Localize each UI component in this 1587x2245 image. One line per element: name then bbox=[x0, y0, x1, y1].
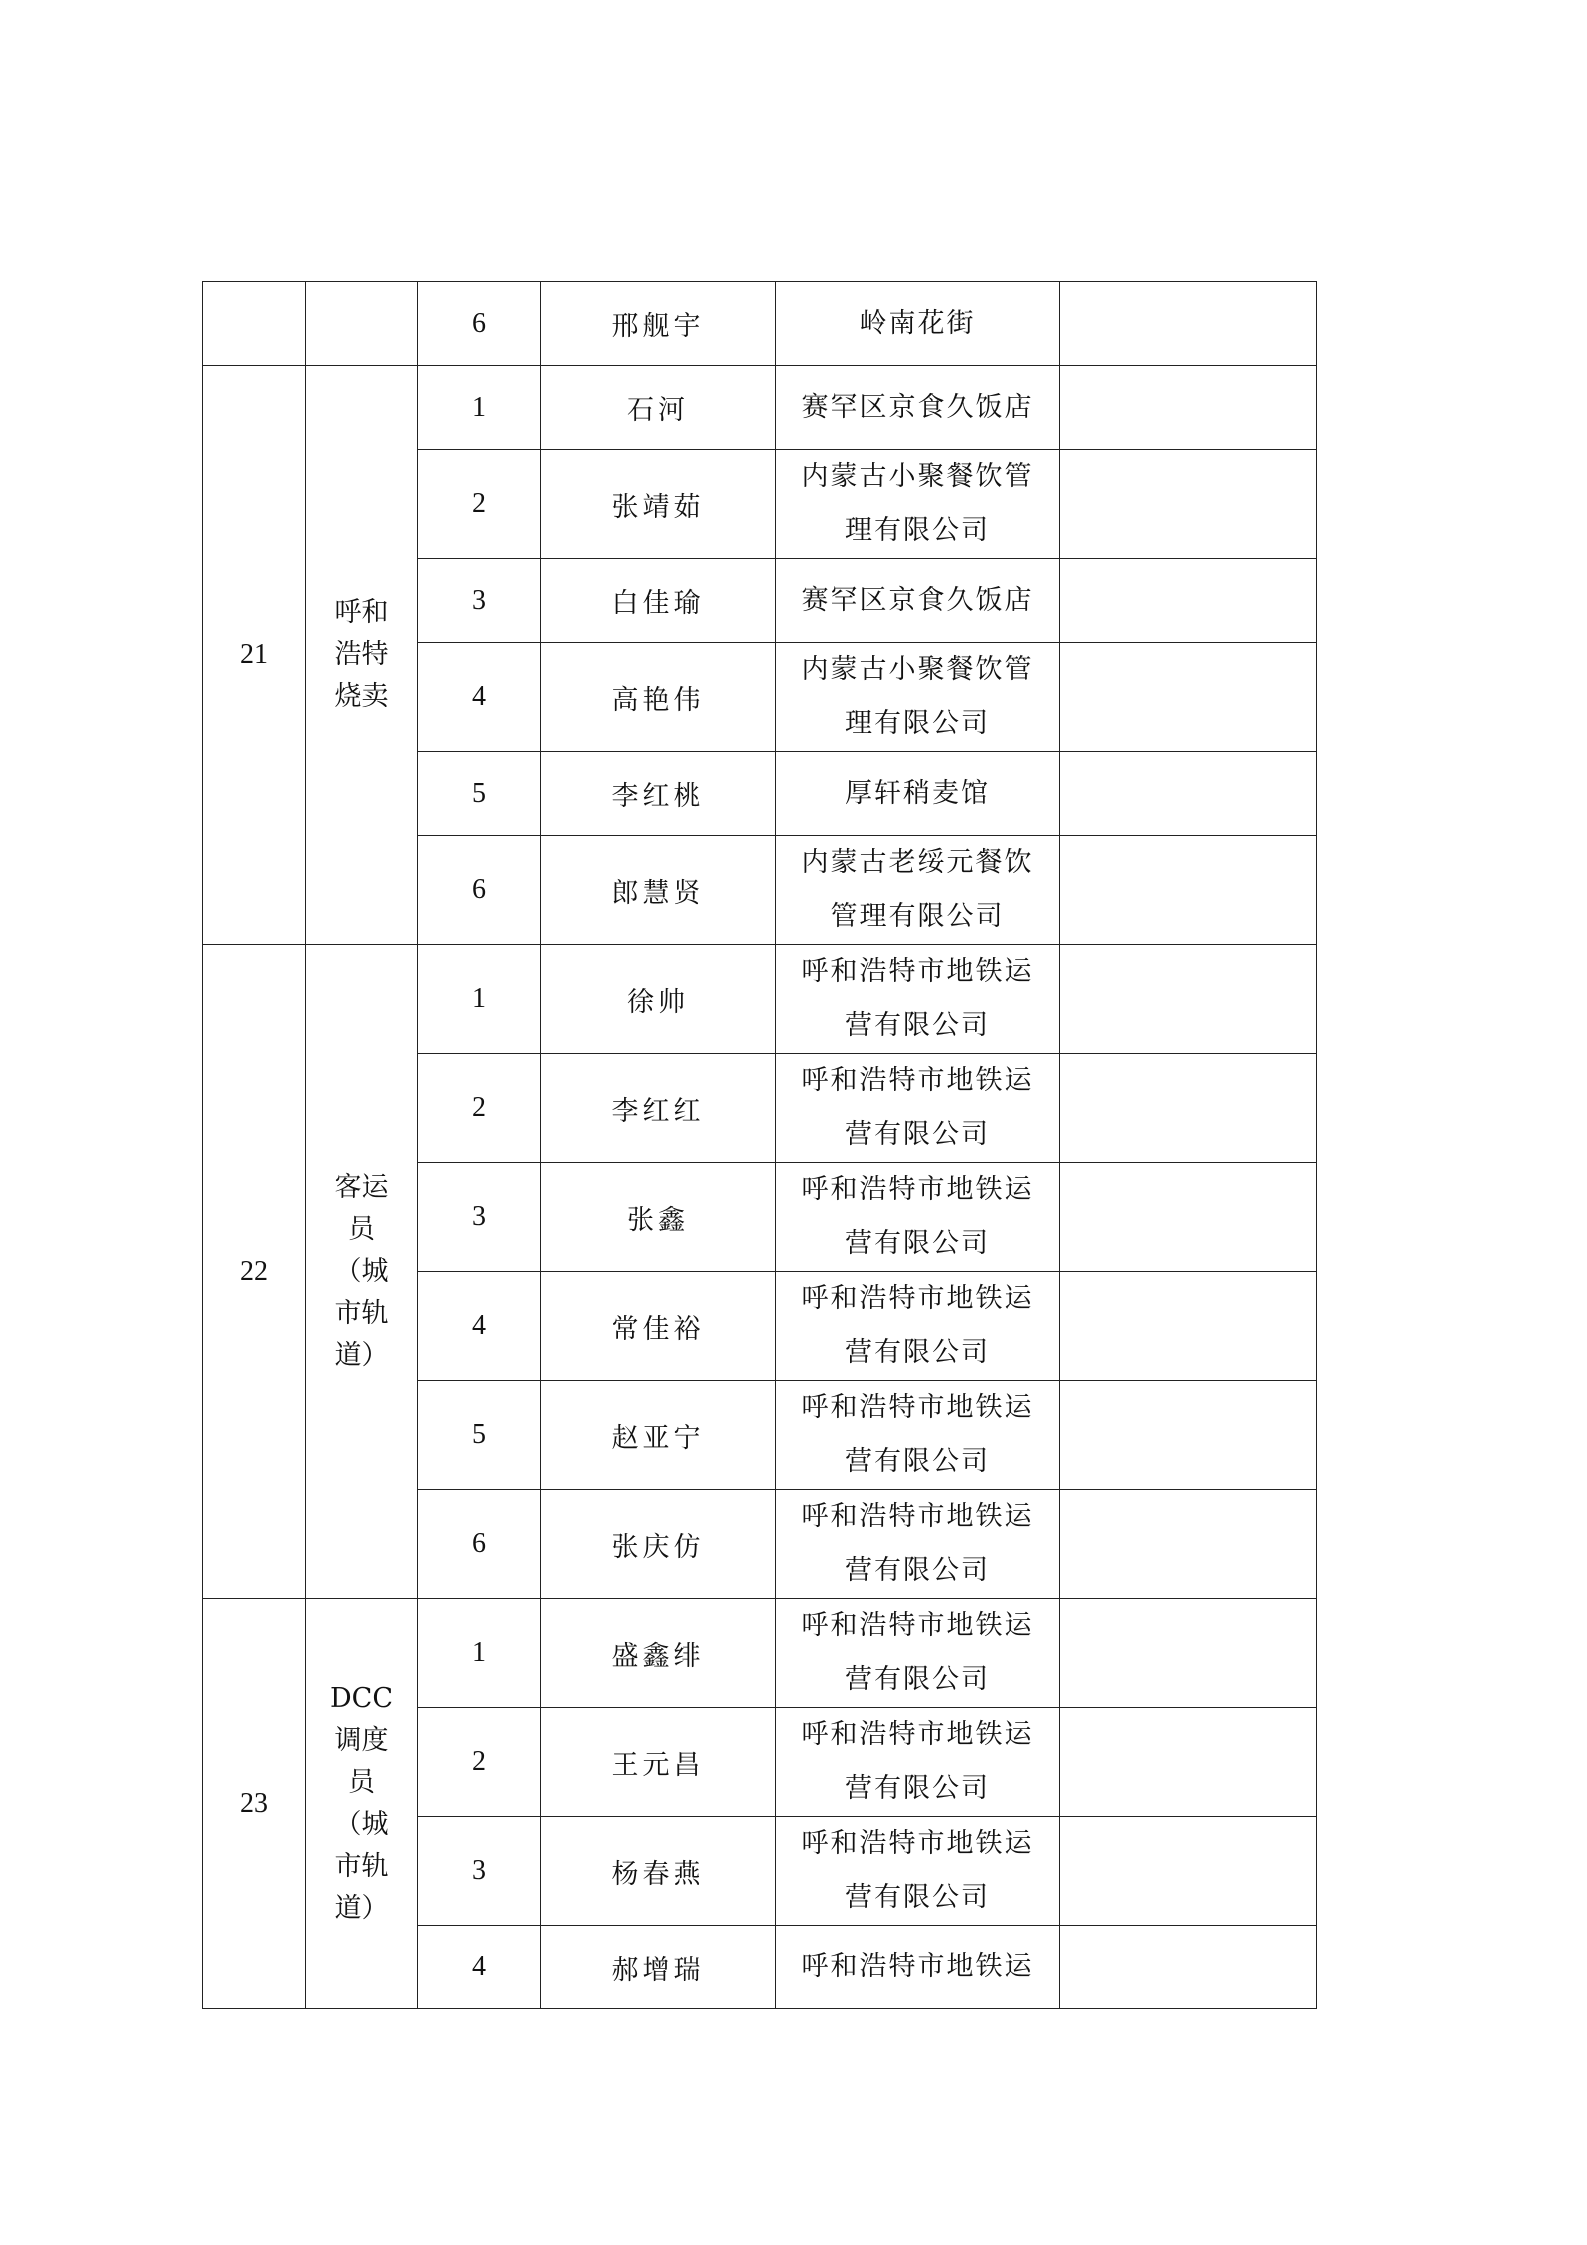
person-name-cell: 徐帅 bbox=[541, 945, 776, 1054]
company-cell: 呼和浩特市地铁运 营有限公司 bbox=[776, 1163, 1060, 1272]
person-name-cell: 盛鑫绯 bbox=[541, 1599, 776, 1708]
table-row bbox=[203, 1599, 1317, 1708]
company-cell: 呼和浩特市地铁运 营有限公司 bbox=[776, 1817, 1060, 1926]
remark-cell bbox=[1060, 1272, 1317, 1381]
person-name-cell: 张鑫 bbox=[541, 1163, 776, 1272]
trade-cell bbox=[306, 282, 418, 366]
company-cell: 呼和浩特市地铁运 营有限公司 bbox=[776, 1490, 1060, 1599]
remark-cell bbox=[1060, 1054, 1317, 1163]
entry-seq-cell: 4 bbox=[418, 643, 541, 752]
entry-seq-cell: 1 bbox=[418, 1599, 541, 1708]
entry-seq-cell: 3 bbox=[418, 1163, 541, 1272]
entry-seq-cell: 3 bbox=[418, 559, 541, 643]
company-cell: 内蒙古小聚餐饮管 理有限公司 bbox=[776, 643, 1060, 752]
person-name-cell: 白佳瑜 bbox=[541, 559, 776, 643]
entry-seq-cell: 4 bbox=[418, 1926, 541, 2009]
person-name-cell: 邢舰宇 bbox=[541, 282, 776, 366]
remark-cell bbox=[1060, 1490, 1317, 1599]
person-name-cell: 李红桃 bbox=[541, 752, 776, 836]
person-name-cell: 郝增瑞 bbox=[541, 1926, 776, 2009]
roster-table bbox=[202, 281, 1317, 2009]
remark-cell bbox=[1060, 559, 1317, 643]
remark-cell bbox=[1060, 1163, 1317, 1272]
entry-seq-cell: 5 bbox=[418, 1381, 541, 1490]
company-cell: 内蒙古老绥元餐饮 管理有限公司 bbox=[776, 836, 1060, 945]
person-name-cell: 张庆仿 bbox=[541, 1490, 776, 1599]
entry-seq-cell: 2 bbox=[418, 1054, 541, 1163]
company-cell: 呼和浩特市地铁运 营有限公司 bbox=[776, 945, 1060, 1054]
remark-cell bbox=[1060, 282, 1317, 366]
person-name-cell: 王元昌 bbox=[541, 1708, 776, 1817]
person-name-cell: 杨春燕 bbox=[541, 1817, 776, 1926]
company-cell: 岭南花街 bbox=[776, 282, 1060, 366]
company-cell: 呼和浩特市地铁运 营有限公司 bbox=[776, 1599, 1060, 1708]
company-cell: 厚轩稍麦馆 bbox=[776, 752, 1060, 836]
group-number-cell: 21 bbox=[203, 366, 306, 945]
group-number-cell: 22 bbox=[203, 945, 306, 1599]
entry-seq-cell: 2 bbox=[418, 450, 541, 559]
remark-cell bbox=[1060, 945, 1317, 1054]
entry-seq-cell: 5 bbox=[418, 752, 541, 836]
remark-cell bbox=[1060, 450, 1317, 559]
table-row bbox=[203, 945, 1317, 1054]
company-cell: 呼和浩特市地铁运 营有限公司 bbox=[776, 1381, 1060, 1490]
person-name-cell: 李红红 bbox=[541, 1054, 776, 1163]
remark-cell bbox=[1060, 1599, 1317, 1708]
group-number-cell bbox=[203, 282, 306, 366]
entry-seq-cell: 6 bbox=[418, 1490, 541, 1599]
trade-cell: DCC 调度 员 （城 市轨 道） bbox=[306, 1599, 418, 2009]
table-row bbox=[203, 282, 1317, 366]
person-name-cell: 张靖茹 bbox=[541, 450, 776, 559]
remark-cell bbox=[1060, 836, 1317, 945]
entry-seq-cell: 4 bbox=[418, 1272, 541, 1381]
remark-cell bbox=[1060, 643, 1317, 752]
group-number-cell: 23 bbox=[203, 1599, 306, 2009]
person-name-cell: 郎慧贤 bbox=[541, 836, 776, 945]
company-cell: 赛罕区京食久饭店 bbox=[776, 559, 1060, 643]
company-cell: 呼和浩特市地铁运 营有限公司 bbox=[776, 1272, 1060, 1381]
entry-seq-cell: 1 bbox=[418, 945, 541, 1054]
remark-cell bbox=[1060, 1926, 1317, 2009]
company-cell: 呼和浩特市地铁运 营有限公司 bbox=[776, 1054, 1060, 1163]
remark-cell bbox=[1060, 1708, 1317, 1817]
company-cell: 内蒙古小聚餐饮管 理有限公司 bbox=[776, 450, 1060, 559]
company-cell: 赛罕区京食久饭店 bbox=[776, 366, 1060, 450]
person-name-cell: 高艳伟 bbox=[541, 643, 776, 752]
person-name-cell: 石河 bbox=[541, 366, 776, 450]
remark-cell bbox=[1060, 752, 1317, 836]
trade-cell: 客运 员 （城 市轨 道） bbox=[306, 945, 418, 1599]
remark-cell bbox=[1060, 1381, 1317, 1490]
roster-body bbox=[203, 282, 1317, 2009]
person-name-cell: 赵亚宁 bbox=[541, 1381, 776, 1490]
trade-cell: 呼和 浩特 烧卖 bbox=[306, 366, 418, 945]
entry-seq-cell: 6 bbox=[418, 836, 541, 945]
remark-cell bbox=[1060, 366, 1317, 450]
entry-seq-cell: 6 bbox=[418, 282, 541, 366]
company-cell: 呼和浩特市地铁运 营有限公司 bbox=[776, 1708, 1060, 1817]
company-cell: 呼和浩特市地铁运 bbox=[776, 1926, 1060, 2009]
remark-cell bbox=[1060, 1817, 1317, 1926]
person-name-cell: 常佳裕 bbox=[541, 1272, 776, 1381]
entry-seq-cell: 1 bbox=[418, 366, 541, 450]
table-row bbox=[203, 366, 1317, 450]
entry-seq-cell: 2 bbox=[418, 1708, 541, 1817]
entry-seq-cell: 3 bbox=[418, 1817, 541, 1926]
